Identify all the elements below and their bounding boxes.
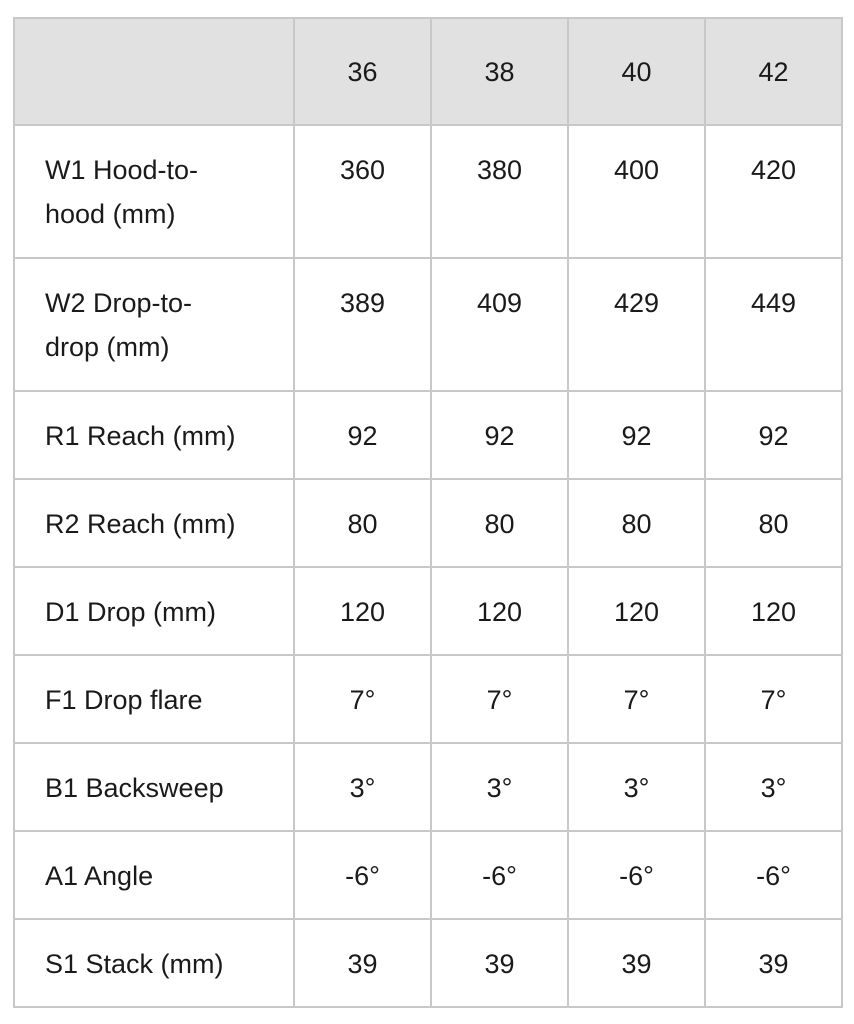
row-label: A1 Angle xyxy=(14,831,294,919)
table-row xyxy=(14,479,842,567)
table-cell: 3° xyxy=(294,743,431,831)
table-cell: -6° xyxy=(568,831,705,919)
table-cell: -6° xyxy=(431,831,568,919)
table-row xyxy=(14,919,842,1007)
table-cell: 7° xyxy=(294,655,431,743)
geometry-table-container xyxy=(13,17,843,1008)
row-label: F1 Drop flare xyxy=(14,655,294,743)
table-cell: 7° xyxy=(431,655,568,743)
table-row xyxy=(14,125,842,258)
geometry-table xyxy=(13,17,843,1008)
table-row xyxy=(14,258,842,391)
table-cell: 409 xyxy=(431,258,568,391)
row-label: S1 Stack (mm) xyxy=(14,919,294,1007)
table-cell: 120 xyxy=(431,567,568,655)
table-cell: 39 xyxy=(294,919,431,1007)
table-cell: 80 xyxy=(705,479,842,567)
table-cell: -6° xyxy=(294,831,431,919)
table-cell: 39 xyxy=(705,919,842,1007)
table-row xyxy=(14,743,842,831)
table-row xyxy=(14,391,842,479)
header-size-40: 40 xyxy=(568,18,705,125)
row-label: D1 Drop (mm) xyxy=(14,567,294,655)
table-cell: 39 xyxy=(431,919,568,1007)
table-cell: 429 xyxy=(568,258,705,391)
table-cell: 120 xyxy=(568,567,705,655)
table-cell: 92 xyxy=(705,391,842,479)
table-row xyxy=(14,655,842,743)
header-size-36: 36 xyxy=(294,18,431,125)
table-cell: 420 xyxy=(705,125,842,258)
row-label: W2 Drop-to-drop (mm) xyxy=(14,258,294,391)
table-cell: 400 xyxy=(568,125,705,258)
table-cell: 120 xyxy=(294,567,431,655)
table-row xyxy=(14,831,842,919)
header-size-42: 42 xyxy=(705,18,842,125)
table-cell: -6° xyxy=(705,831,842,919)
row-label: B1 Backsweep xyxy=(14,743,294,831)
table-cell: 3° xyxy=(705,743,842,831)
row-label: W1 Hood-to-hood (mm) xyxy=(14,125,294,258)
table-cell: 39 xyxy=(568,919,705,1007)
table-row xyxy=(14,567,842,655)
table-cell: 360 xyxy=(294,125,431,258)
table-cell: 92 xyxy=(431,391,568,479)
table-cell: 380 xyxy=(431,125,568,258)
header-size-38: 38 xyxy=(431,18,568,125)
table-cell: 7° xyxy=(705,655,842,743)
table-cell: 449 xyxy=(705,258,842,391)
row-label: R1 Reach (mm) xyxy=(14,391,294,479)
table-cell: 7° xyxy=(568,655,705,743)
table-cell: 80 xyxy=(294,479,431,567)
table-cell: 80 xyxy=(568,479,705,567)
table-cell: 92 xyxy=(568,391,705,479)
table-cell: 92 xyxy=(294,391,431,479)
table-cell: 120 xyxy=(705,567,842,655)
table-cell: 3° xyxy=(568,743,705,831)
table-cell: 3° xyxy=(431,743,568,831)
header-corner-cell xyxy=(14,18,294,125)
table-cell: 389 xyxy=(294,258,431,391)
row-label: R2 Reach (mm) xyxy=(14,479,294,567)
header-row xyxy=(14,18,842,125)
table-cell: 80 xyxy=(431,479,568,567)
